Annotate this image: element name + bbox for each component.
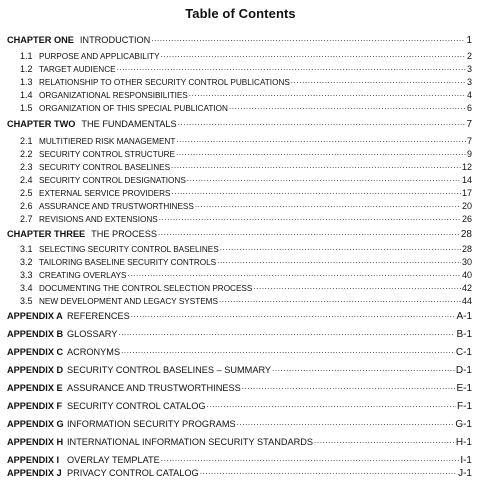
page-number: 2 xyxy=(466,51,472,61)
appendix-row-f[interactable] xyxy=(7,400,472,413)
page-number: 20 xyxy=(461,201,472,211)
section-row-3-5[interactable] xyxy=(20,295,472,308)
chapter-title: INTRODUCTION xyxy=(79,35,151,45)
appendix-title: SECURITY CONTROL CATALOG xyxy=(67,401,206,411)
page-number: J-1 xyxy=(458,468,472,479)
section-row-1-4[interactable] xyxy=(20,89,472,102)
appendix-title: ACRONYMS xyxy=(67,347,121,357)
dot-leader xyxy=(172,187,461,196)
section-row-2-3[interactable] xyxy=(20,161,472,174)
section-row-1-2[interactable] xyxy=(20,63,472,76)
appendix-number: APPENDIX E xyxy=(7,383,63,393)
dot-leader xyxy=(117,63,466,72)
section-row-1-1[interactable] xyxy=(20,50,472,63)
dot-leader xyxy=(161,50,466,59)
page-number: 14 xyxy=(461,175,472,185)
page-number: 3 xyxy=(466,64,472,74)
chapter-title: THE PROCESS xyxy=(91,229,157,239)
appendix-number: APPENDIX A xyxy=(7,311,63,321)
appendix-row-e[interactable] xyxy=(7,382,472,395)
section-number: 2.2 xyxy=(20,149,33,159)
page-number: 7 xyxy=(466,119,472,130)
dot-leader xyxy=(195,200,461,209)
dot-leader xyxy=(217,256,461,265)
section-number: 1.3 xyxy=(20,77,33,87)
section-row-2-5[interactable] xyxy=(20,187,472,200)
section-title: NEW DEVELOPMENT AND LEGACY SYSTEMS xyxy=(39,297,218,306)
section-title: ORGANIZATION OF THIS SPECIAL PUBLICATION xyxy=(39,104,228,113)
page-number: H-1 xyxy=(455,437,472,448)
dot-leader xyxy=(207,400,456,409)
dot-leader xyxy=(220,243,461,252)
section-number: 3.4 xyxy=(20,283,33,293)
dot-leader xyxy=(171,161,461,170)
appendix-title: PRIVACY CONTROL CATALOG xyxy=(67,468,199,478)
section-title: ASSURANCE AND TRUSTWORTHINESS xyxy=(39,202,194,211)
dot-leader xyxy=(128,269,461,278)
chapter-number: CHAPTER TWO xyxy=(7,119,76,129)
dot-leader xyxy=(176,135,466,144)
page-number: 17 xyxy=(461,188,472,198)
appendix-title: INFORMATION SECURITY PROGRAMS xyxy=(67,419,236,429)
section-row-3-2[interactable] xyxy=(20,256,472,269)
appendix-row-j[interactable] xyxy=(7,467,472,480)
appendix-title: REFERENCES xyxy=(67,311,130,321)
section-row-1-3[interactable] xyxy=(20,76,472,89)
section-title: DOCUMENTING THE CONTROL SELECTION PROCESS xyxy=(39,284,253,293)
section-row-1-5[interactable] xyxy=(20,102,472,115)
section-title: EXTERNAL SERVICE PROVIDERS xyxy=(39,189,171,198)
page-number: E-1 xyxy=(456,383,472,394)
appendix-number: APPENDIX I xyxy=(7,455,60,465)
appendix-number: APPENDIX J xyxy=(7,468,62,478)
page-number: 44 xyxy=(461,296,472,306)
page-number: G-1 xyxy=(455,419,472,430)
dot-leader xyxy=(187,174,461,183)
page-number: 9 xyxy=(466,149,472,159)
section-number: 3.2 xyxy=(20,257,33,267)
chapter-title: THE FUNDAMENTALS xyxy=(81,119,177,129)
page-number: 26 xyxy=(461,214,472,224)
section-number: 2.4 xyxy=(20,175,33,185)
section-number: 2.5 xyxy=(20,188,33,198)
appendix-row-b[interactable] xyxy=(7,328,472,341)
dot-leader xyxy=(242,382,456,391)
section-number: 2.3 xyxy=(20,162,33,172)
page-number: D-1 xyxy=(455,365,472,376)
chapter-row-three[interactable] xyxy=(7,228,472,241)
section-title: CREATING OVERLAYS xyxy=(39,271,127,280)
dot-leader xyxy=(118,328,455,337)
page-number: 4 xyxy=(466,90,472,100)
section-row-2-2[interactable] xyxy=(20,148,472,161)
dot-leader xyxy=(159,213,461,222)
section-number: 3.3 xyxy=(20,270,33,280)
section-title: RELATIONSHIP TO OTHER SECURITY CONTROL PUBLICATIONS xyxy=(39,78,290,87)
dot-leader xyxy=(176,148,466,157)
dot-leader xyxy=(219,295,461,304)
page-number: F-1 xyxy=(457,401,472,412)
dot-leader xyxy=(253,282,461,291)
page-number: 30 xyxy=(461,257,472,267)
dot-leader xyxy=(229,102,466,111)
chapter-row-two[interactable] xyxy=(7,118,472,131)
section-title: SECURITY CONTROL STRUCTURE xyxy=(39,150,176,159)
section-row-2-7[interactable] xyxy=(20,213,472,226)
section-row-2-1[interactable] xyxy=(20,135,472,148)
appendix-row-h[interactable] xyxy=(7,436,472,449)
page-number: 12 xyxy=(461,162,472,172)
appendix-row-a[interactable] xyxy=(7,310,472,323)
page-number: 7 xyxy=(466,136,472,146)
page-number: B-1 xyxy=(456,329,472,340)
appendix-number: APPENDIX F xyxy=(7,401,63,411)
section-title: SECURITY CONTROL BASELINES xyxy=(39,163,171,172)
page-number: 28 xyxy=(461,244,472,254)
page-number: 1 xyxy=(466,35,472,46)
appendix-title: INTERNATIONAL INFORMATION SECURITY STANDARDS xyxy=(67,437,314,447)
section-number: 3.1 xyxy=(20,244,33,254)
section-title: TAILORING BASELINE SECURITY CONTROLS xyxy=(39,258,217,267)
section-number: 2.7 xyxy=(20,214,33,224)
section-title: PURPOSE AND APPLICABILITY xyxy=(39,52,160,61)
page-number: 28 xyxy=(460,229,472,240)
dot-leader xyxy=(121,346,455,355)
dot-leader xyxy=(161,454,460,463)
chapter-number: CHAPTER ONE xyxy=(7,35,74,45)
appendix-number: APPENDIX G xyxy=(7,419,64,429)
appendix-number: APPENDIX D xyxy=(7,365,64,375)
section-title: SELECTING SECURITY CONTROL BASELINES xyxy=(39,245,219,254)
page-number: 40 xyxy=(461,270,472,280)
appendix-row-i[interactable] xyxy=(7,454,472,467)
dot-leader xyxy=(158,228,460,237)
appendix-row-d[interactable] xyxy=(7,364,472,377)
section-title: MULTITIERED RISK MANAGEMENT xyxy=(39,137,176,146)
appendix-number: APPENDIX B xyxy=(7,329,64,339)
section-number: 1.2 xyxy=(20,64,33,74)
dot-leader xyxy=(178,118,466,127)
section-row-2-6[interactable] xyxy=(20,200,472,213)
dot-leader xyxy=(189,89,466,98)
chapter-row-one[interactable] xyxy=(7,34,472,47)
page-number: A-1 xyxy=(456,311,472,322)
dot-leader xyxy=(272,364,455,373)
page-number: C-1 xyxy=(455,347,472,358)
page-title: Table of Contents xyxy=(185,6,296,21)
page-number: 3 xyxy=(466,77,472,87)
page-number: 6 xyxy=(466,103,472,113)
section-row-3-4[interactable] xyxy=(20,282,472,295)
section-number: 2.1 xyxy=(20,136,33,146)
appendix-title: ASSURANCE AND TRUSTWORTHINESS xyxy=(67,383,241,393)
appendix-title: GLOSSARY xyxy=(67,329,118,339)
appendix-number: APPENDIX C xyxy=(7,347,64,357)
dot-leader xyxy=(151,34,465,43)
dot-leader xyxy=(200,467,457,476)
section-title: TARGET AUDIENCE xyxy=(39,65,116,74)
appendix-title: OVERLAY TEMPLATE xyxy=(67,455,160,465)
section-row-3-1[interactable] xyxy=(20,243,472,256)
dot-leader xyxy=(314,436,455,445)
dot-leader xyxy=(291,76,466,85)
appendix-row-c[interactable] xyxy=(7,346,472,359)
page-number: I-1 xyxy=(460,455,472,466)
page-number: 42 xyxy=(461,283,472,293)
appendix-number: APPENDIX H xyxy=(7,437,64,447)
chapter-number: CHAPTER THREE xyxy=(7,229,86,239)
section-title: SECURITY CONTROL DESIGNATIONS xyxy=(39,176,186,185)
section-number: 1.1 xyxy=(20,51,33,61)
section-row-2-4[interactable] xyxy=(20,174,472,187)
section-row-3-3[interactable] xyxy=(20,269,472,282)
appendix-title: SECURITY CONTROL BASELINES – SUMMARY xyxy=(67,365,272,375)
dot-leader xyxy=(131,310,456,319)
dot-leader xyxy=(237,418,455,427)
appendix-row-g[interactable] xyxy=(7,418,472,431)
section-number: 3.5 xyxy=(20,296,33,306)
section-title: ORGANIZATIONAL RESPONSIBILITIES xyxy=(39,91,188,100)
section-number: 1.5 xyxy=(20,103,33,113)
section-number: 1.4 xyxy=(20,90,33,100)
section-title: REVISIONS AND EXTENSIONS xyxy=(39,215,158,224)
section-number: 2.6 xyxy=(20,201,33,211)
